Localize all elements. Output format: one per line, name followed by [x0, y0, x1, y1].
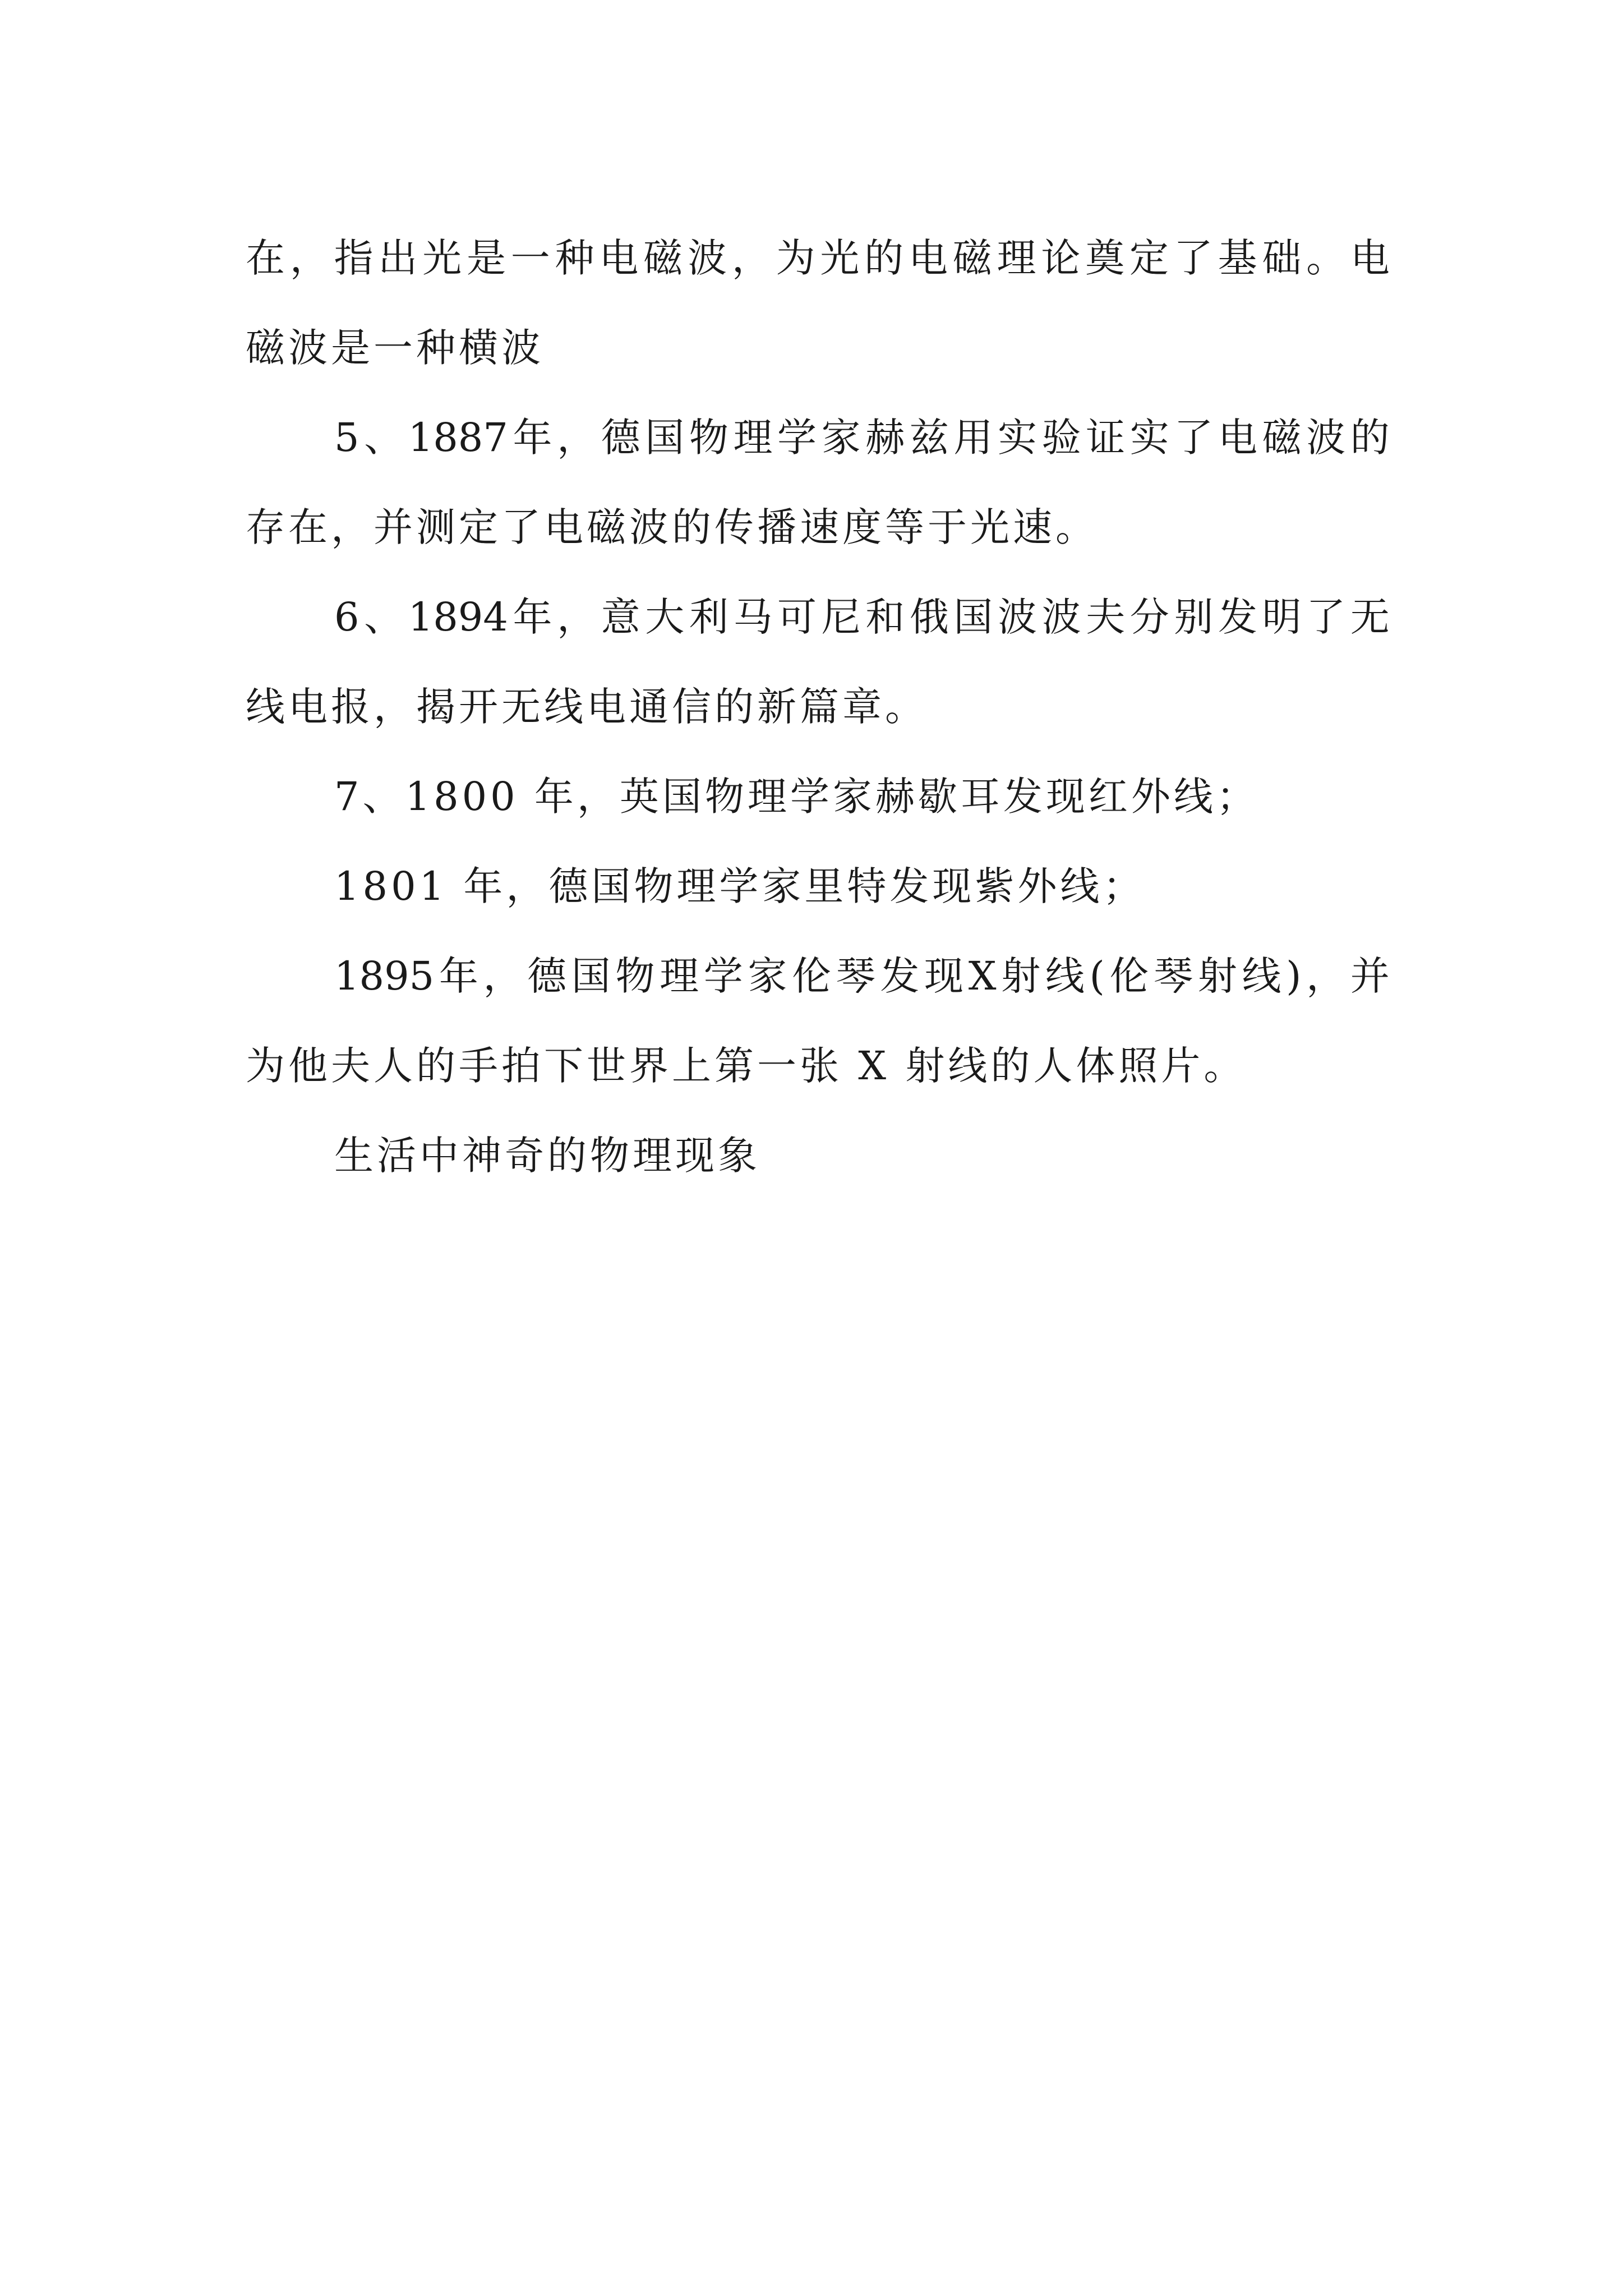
glyph: 波 — [998, 594, 1038, 640]
glyph: 伦 — [1109, 953, 1149, 999]
glyph: 兹 — [909, 415, 949, 461]
glyph: 学 — [777, 415, 817, 461]
glyph: 赫 — [865, 415, 905, 461]
glyph: 国 — [571, 953, 611, 999]
section-heading: 生活中神奇的物理现象 — [334, 1133, 760, 1179]
glyph: 年 — [513, 415, 552, 461]
glyph: 理 — [997, 235, 1036, 281]
document-body — [246, 213, 1390, 1200]
glyph: 马 — [733, 594, 773, 640]
glyph: ) — [1286, 953, 1302, 999]
glyph: 射 — [1197, 953, 1237, 999]
glyph: 、 — [364, 415, 404, 461]
glyph: 定 — [1129, 235, 1169, 281]
glyph: 国 — [953, 594, 993, 640]
glyph: 明 — [1262, 594, 1302, 640]
glyph: 线 — [1045, 953, 1085, 999]
glyph: 德 — [527, 953, 567, 999]
glyph: 年 — [439, 953, 478, 999]
glyph: 大 — [645, 594, 685, 640]
glyph: 发 — [1218, 594, 1257, 640]
glyph: 可 — [777, 594, 817, 640]
glyph: ， — [557, 415, 597, 461]
glyph: ， — [557, 594, 597, 640]
glyph: 了 — [1174, 415, 1214, 461]
text-line — [246, 931, 1390, 1021]
text-line: 1801 年，德国物理学家里特发现紫外线； — [334, 863, 1146, 909]
glyph: 论 — [1041, 235, 1081, 281]
glyph: 的 — [1350, 415, 1390, 461]
glyph: 。 — [1306, 235, 1346, 281]
text-line — [246, 213, 1390, 303]
glyph: 是 — [466, 235, 506, 281]
text-line: 7、1800 年，英国物理学家赫歇耳发现红外线； — [334, 774, 1259, 820]
glyph: 无 — [1350, 594, 1390, 640]
glyph: 分 — [1129, 594, 1169, 640]
glyph: 德 — [601, 415, 640, 461]
glyph: 理 — [733, 415, 773, 461]
glyph: ， — [483, 953, 523, 999]
glyph: 电 — [599, 235, 639, 281]
glyph: 为 — [776, 235, 815, 281]
glyph: 实 — [1129, 415, 1169, 461]
glyph: 证 — [1086, 415, 1126, 461]
glyph: 光 — [820, 235, 860, 281]
glyph: 家 — [748, 953, 787, 999]
glyph: 电 — [1218, 415, 1257, 461]
glyph: 琴 — [836, 953, 875, 999]
text-line: 存在，并测定了电磁波的传播速度等于光速。 — [246, 504, 1098, 550]
glyph: X — [968, 953, 997, 999]
glyph: 琴 — [1154, 953, 1193, 999]
glyph: 家 — [821, 415, 861, 461]
text-line — [246, 393, 1390, 482]
glyph: 发 — [880, 953, 920, 999]
glyph: 理 — [660, 953, 699, 999]
glyph: 现 — [924, 953, 964, 999]
glyph: 俄 — [909, 594, 949, 640]
glyph: ( — [1089, 953, 1105, 999]
glyph: 波 — [1306, 415, 1346, 461]
glyph: 射 — [1001, 953, 1041, 999]
glyph: 用 — [953, 415, 993, 461]
glyph: 种 — [555, 235, 594, 281]
glyph: 实 — [998, 415, 1038, 461]
glyph: 磁 — [643, 235, 683, 281]
glyph: 6 — [334, 594, 359, 640]
glyph: 利 — [689, 594, 728, 640]
glyph: 奠 — [1085, 235, 1125, 281]
glyph: 波 — [687, 235, 727, 281]
glyph: 并 — [1350, 953, 1390, 999]
glyph: 电 — [908, 235, 948, 281]
glyph: 在 — [246, 235, 285, 281]
glyph: ， — [1306, 953, 1346, 999]
glyph: 线 — [1242, 953, 1281, 999]
glyph: 别 — [1174, 594, 1214, 640]
text-line: 磁波是一种横波 — [246, 325, 544, 371]
glyph: 基 — [1218, 235, 1257, 281]
text-line: 线电报，揭开无线电通信的新篇章。 — [246, 684, 928, 730]
glyph: 1887 — [408, 415, 508, 461]
glyph: 学 — [703, 953, 743, 999]
glyph: 5 — [334, 415, 359, 461]
glyph: 年 — [513, 594, 552, 640]
text-line: 为他夫人的手拍下世界上第一张 X 射线的人体照片。 — [246, 1043, 1247, 1089]
glyph: 尼 — [821, 594, 861, 640]
glyph: ， — [289, 235, 329, 281]
glyph: 伦 — [792, 953, 832, 999]
glyph: 指 — [334, 235, 374, 281]
glyph: 的 — [864, 235, 904, 281]
glyph: 物 — [689, 415, 728, 461]
glyph: 验 — [1041, 415, 1081, 461]
glyph: 了 — [1306, 594, 1346, 640]
glyph: 光 — [422, 235, 462, 281]
glyph: 夫 — [1086, 594, 1126, 640]
glyph: 国 — [645, 415, 685, 461]
glyph: 意 — [601, 594, 640, 640]
glyph: 电 — [1350, 235, 1390, 281]
glyph: 物 — [615, 953, 655, 999]
glyph: 了 — [1173, 235, 1213, 281]
glyph: 1895 — [334, 953, 435, 999]
glyph: 础 — [1262, 235, 1302, 281]
glyph: 磁 — [952, 235, 992, 281]
glyph: ， — [731, 235, 771, 281]
glyph: 、 — [364, 594, 404, 640]
glyph: 1894 — [408, 594, 508, 640]
glyph: 出 — [378, 235, 418, 281]
glyph: 一 — [510, 235, 550, 281]
glyph: 和 — [865, 594, 905, 640]
glyph: 磁 — [1262, 415, 1302, 461]
glyph: 波 — [1041, 594, 1081, 640]
text-line — [246, 572, 1390, 662]
